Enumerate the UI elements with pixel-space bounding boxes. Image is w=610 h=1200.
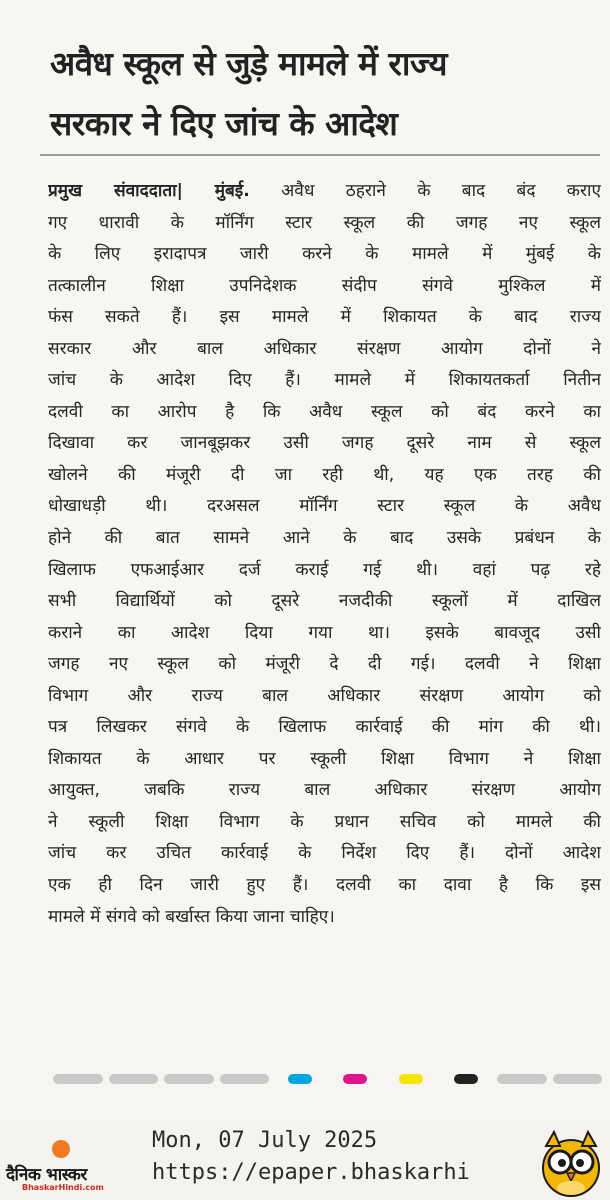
news-clipping: [40, 28, 602, 1060]
color-bar-segment: [399, 1074, 423, 1084]
byline: प्रमुख संवाददाता| मुंबई.: [48, 181, 250, 201]
article-line: गए धारावी के मॉर्निंग स्टार स्कूल की जगह नए स्कूल: [48, 212, 601, 233]
color-bar-segment: [109, 1074, 159, 1084]
headline-line: सरकार ने दिए जांच के आदेश: [50, 104, 398, 143]
article-line: के लिए इरादापत्र जारी करने के मामले में मुंबई के: [48, 244, 601, 265]
article-line: खिलाफ एफआईआर दर्ज कराई गई थी। वहां पढ़ रहे: [48, 559, 601, 580]
article-line: शिकायत के आधार पर स्कूली शिक्षा विभाग ने शिक्षा: [48, 748, 601, 769]
article-line: मामले में संगवे को बर्खास्त किया जाना चाहिए।: [48, 906, 335, 927]
brand-logo-text[interactable]: दैनिक भास्कर: [6, 1165, 87, 1185]
article-line: धोखाधड़ी थी। दरअसल मॉर्निंग स्टार स्कूल के अवैध: [48, 496, 601, 517]
article-line: आयुक्त, जबकि राज्य बाल अधिकार संरक्षण आयोग: [48, 780, 601, 801]
brand-website: BhaskarHindi.com: [22, 1183, 104, 1192]
headline: [50, 34, 595, 154]
color-bar-segment: [497, 1074, 547, 1084]
article-line: जांच कर उचित कार्रवाई के निर्देश दिए हैं। दोनों आदेश: [48, 843, 601, 864]
epaper-url[interactable]: https://epaper.bhaskarhi: [152, 1160, 470, 1185]
color-bar-segment: [288, 1074, 312, 1084]
article-line: कराने का आदेश दिया गया था। इसके बावजूद उसी: [48, 622, 601, 643]
article-line: विभाग और राज्य बाल अधिकार संरक्षण आयोग को: [48, 685, 601, 706]
color-bar-segment: [53, 1074, 103, 1084]
color-bar-segment: [454, 1074, 478, 1084]
color-bar-segment: [343, 1074, 367, 1084]
article-line: जगह नए स्कूल को मंजूरी दे दी गई। दलवी ने शिक्षा: [48, 654, 601, 675]
sun-logo-icon: [52, 1140, 70, 1158]
edition-date: Mon, 07 July 2025: [152, 1128, 378, 1153]
article-line: ने स्कूली शिक्षा विभाग के प्रधान सचिव को मामले की: [48, 811, 601, 832]
article-line: तत्कालीन शिक्षा उपनिदेशक संदीप संगवे मुश्किल में: [48, 275, 601, 296]
article-line: पत्र लिखकर संगवे के खिलाफ कार्रवाई की मांग की थी।: [48, 717, 601, 738]
article-line: दलवी का आरोप है कि अवैध स्कूल को बंद करने का: [48, 401, 601, 422]
color-bar-segment: [220, 1074, 270, 1084]
article-line-first: [48, 176, 601, 208]
color-bar-segment: [553, 1074, 603, 1084]
print-color-bar: [50, 1068, 605, 1090]
article-line: दिखावा कर जानबूझकर उसी जगह दूसरे नाम से स्कूल: [48, 433, 601, 454]
owl-mascot-icon: [536, 1126, 606, 1198]
article-line: सभी विद्यार्थियों को दूसरे नजदीकी स्कूलों में दाखिल: [48, 591, 601, 612]
article-body: [48, 176, 601, 933]
article-line: एक ही दिन जारी हुए हैं। दलवी का दावा है कि इस: [48, 875, 601, 896]
article-line: होने की बात सामने आने के बाद उसके प्रबंधन के: [48, 528, 601, 549]
headline-divider: [40, 154, 600, 156]
headline-line: अवैध स्कूल से जुड़े मामले में राज्य: [50, 44, 447, 83]
article-line: खोलने की मंजूरी दी जा रही थी, यह एक तरह की: [48, 464, 601, 485]
color-bar-segment: [164, 1074, 214, 1084]
article-line: फंस सकते हैं। इस मामले में शिकायत के बाद राज्य: [48, 307, 601, 328]
article-line-text: अवैध ठहराने के बाद बंद कराए: [281, 181, 601, 201]
article-line: सरकार और बाल अधिकार संरक्षण आयोग दोनों ने: [48, 338, 601, 359]
article-line: जांच के आदेश दिए हैं। मामले में शिकायतकर्ता नितीन: [48, 370, 601, 391]
epaper-footer: [0, 1122, 610, 1200]
